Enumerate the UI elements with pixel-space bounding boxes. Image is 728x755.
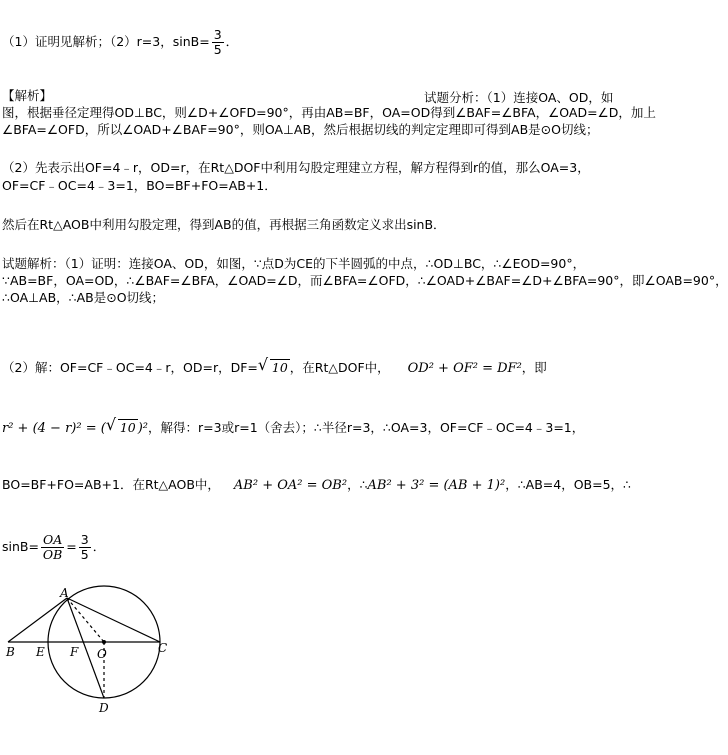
solution-s3-line: r² + (4 − r)² = ( √ 10 )²，解得：r=3或r=1（舍去）；∴半径r=3，∴OA=3，OF=CF﹣OC=4﹣3=1， — [2, 415, 585, 436]
solution-s1-line1: 试题解析：（1）证明：连接OA、OD，如图，∵点D为CE的下半圆弧的中点，∴OD⊥BC，∴∠EOD=90°， — [2, 256, 586, 271]
analysis-p2-line1: （2）先表示出OF=4﹣r，OD=r，在Rt△DOF中利用勾股定理建立方程，解方程得到r的值，那么OA=3， — [2, 160, 590, 175]
sqrt-10: √ 10 — [257, 355, 288, 375]
label-b: B — [6, 645, 15, 659]
answer-fraction: $\frac{3}{5}$ — [213, 27, 222, 57]
label-a: A — [60, 586, 69, 600]
line-ab — [8, 598, 67, 642]
pythagorean-eq-dof: OD² + OF² = DF² — [407, 361, 522, 376]
label-e: E — [36, 645, 45, 659]
geometry-figure — [0, 586, 175, 745]
analysis-right-label: 试题分析：（1）连接OA、OD，如 — [424, 90, 614, 105]
equation-ab: AB² + 3² = (AB + 1)² — [367, 478, 506, 493]
label-o: O — [97, 647, 107, 661]
pythagorean-eq-aob: AB² + OA² = OB² — [233, 478, 348, 493]
answer-text: （1）证明见解析；（2）r=3，sinB= — [2, 34, 210, 49]
answer-line: （1）证明见解析；（2）r=3，sinB= $\frac{3}{5}$ ． — [2, 27, 239, 57]
label-c: C — [158, 641, 168, 655]
solution-s2-line: （2）解：OF=CF﹣OC=4﹣r，OD=r，DF= √ 10 ，在Rt△DOF中， OD² + OF² = DF²，即 — [2, 355, 547, 376]
line-oa-dashed — [67, 598, 104, 642]
analysis-heading: 【解析】 — [2, 88, 53, 103]
equation-r: r² + (4 − r)² = ( — [2, 421, 106, 436]
analysis-p1-line1: 图，根据垂径定理得OD⊥BC，则∠D+∠OFD=90°，再由AB=BF，OA=OD得到∠BAF=∠BFA，∠OAD=∠D，加上 — [2, 105, 656, 120]
solution-s1-line3: ∴OA⊥AB，∴AB是⊙O切线； — [2, 290, 165, 305]
analysis-p3-line1: 然后在Rt△AOB中利用勾股定理，得到AB的值，再根据三角函数定义求出sinB． — [2, 217, 446, 232]
solution-s1-line2: ∵AB=BF，OA=OD，∴∠BAF=∠BFA，∠OAD=∠D，而∠BFA=∠OFD，∴∠OAD+∠BAF=∠D+∠BFA=90°，即∠OAB=90°， — [2, 273, 728, 288]
solution-s5-line: sinB= $\frac{OA}{OB}$ = $\frac{3}{5}$ ． — [2, 532, 106, 562]
center-point-o — [102, 640, 106, 644]
label-f: F — [70, 645, 79, 659]
analysis-p2-line2: OF=CF﹣OC=4﹣3=1，BO=BF+FO=AB+1． — [2, 178, 277, 193]
solution-s4-line: BO=BF+FO=AB+1．在Rt△AOB中， AB² + OA² = OB²，∴AB² + 3² = (AB + 1)²，∴AB=4，OB=5，∴ — [2, 477, 632, 493]
sinb-fraction: $\frac{OA}{OB}$ — [42, 532, 63, 562]
analysis-p1-line2: ∠BFA=∠OFD，所以∠OAD+∠BAF=90°，则OA⊥AB，然后根据切线的判定定理即可得到AB是⊙O切线； — [2, 122, 599, 137]
label-d: D — [99, 701, 109, 715]
